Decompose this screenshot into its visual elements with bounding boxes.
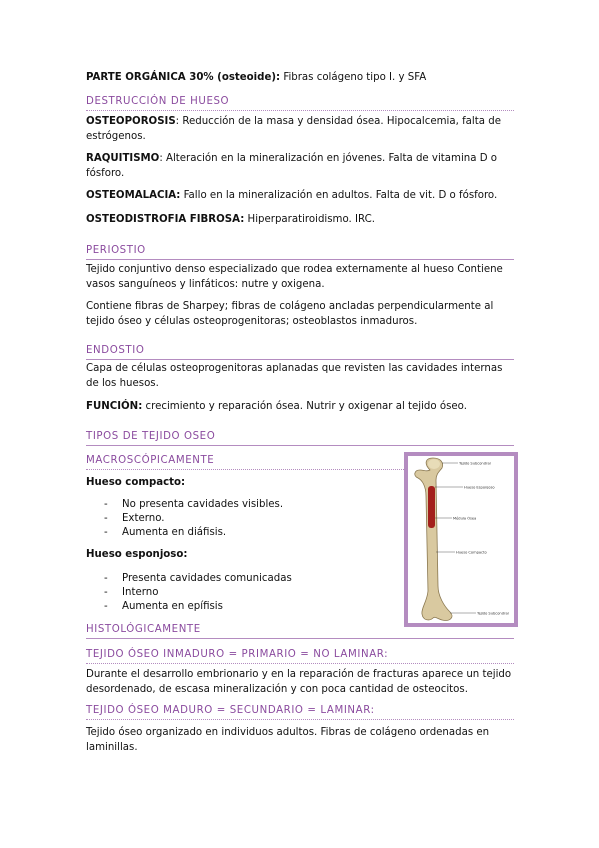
list-item-text: Externo. xyxy=(122,513,165,524)
list-item xyxy=(104,600,223,614)
hueso-compacto-title xyxy=(86,476,386,491)
section-heading-tipos: TIPOS DE TEJIDO OSEO xyxy=(86,431,514,446)
figure-label-medula: Médula Ósea xyxy=(453,516,477,521)
raquitismo-paragraph xyxy=(86,152,516,181)
osteomalacia-term: OSTEOMALACIA: xyxy=(86,190,181,201)
osteoporosis-term: OSTEOPOROSIS xyxy=(86,116,176,127)
funcion-term: FUNCIÓN: xyxy=(86,401,143,412)
periostio-paragraph-2: Contiene fibras de Sharpey; fibras de colágeno ancladas perpendicularmente al tejido óseo y células osteoprogenitoras; osteoblastos inmaduros. xyxy=(86,301,494,327)
periostio-paragraph-1: Tejido conjuntivo denso especializado que rodea externamente al hueso Contiene vasos sanguíneos y linfáticos: nutre y oxigena. xyxy=(86,264,503,290)
list-dash: - xyxy=(104,601,108,612)
list-item-text: No presenta cavidades visibles. xyxy=(122,499,284,510)
tejido-maduro-paragraph: Tejido óseo organizado en individuos adultos. Fibras de colágeno ordenadas en laminillas. xyxy=(86,727,490,753)
femur-svg xyxy=(408,456,514,623)
section-heading-destruccion: DESTRUCCIÓN DE HUESO xyxy=(86,96,514,111)
femur-bone-shape xyxy=(415,458,452,620)
list-item-text: Interno xyxy=(122,587,159,598)
osteodistrofia-text: Hiperparatiroidismo. IRC. xyxy=(244,214,375,225)
funcion-paragraph xyxy=(86,400,516,415)
femur-illustration xyxy=(404,452,518,627)
list-item xyxy=(104,572,292,586)
hueso-esponjoso-title xyxy=(86,548,386,563)
figure-label-esponjoso: Hueso Esponjoso xyxy=(464,485,495,490)
parte-organica-term: PARTE ORGÁNICA 30% (osteoide): xyxy=(86,72,281,83)
endostio-paragraph: Capa de células osteoprogenitoras aplanadas que revisten las cavidades internas de los huesos. xyxy=(86,363,503,389)
figure-label-subcondral-bottom: Tejido Subcondral xyxy=(477,611,509,616)
parte-organica-line xyxy=(86,71,516,86)
hueso-compacto-term: Hueso compacto: xyxy=(86,477,186,488)
subheading-histologicamente: HISTOLÓGICAMENTE xyxy=(86,624,514,639)
list-item xyxy=(104,526,226,540)
osteodistrofia-paragraph xyxy=(86,213,516,228)
funcion-text: crecimiento y reparación ósea. Nutrir y oxigenar al tejido óseo. xyxy=(142,401,467,412)
femoral-head xyxy=(428,459,440,469)
list-item xyxy=(104,512,165,526)
figure-label-subcondral-top: Tejido Subcondral xyxy=(459,461,491,466)
marrow-region xyxy=(428,486,435,528)
raquitismo-term: RAQUITISMO xyxy=(86,153,160,164)
list-dash: - xyxy=(104,527,108,538)
section-heading-endostio: ENDOSTIO xyxy=(86,345,514,360)
list-dash: - xyxy=(104,513,108,524)
list-item-text: Aumenta en epífisis xyxy=(122,601,223,612)
osteomalacia-paragraph xyxy=(86,189,516,204)
list-dash: - xyxy=(104,587,108,598)
osteoporosis-paragraph xyxy=(86,115,516,144)
tejido-inmaduro-paragraph: Durante el desarrollo embrionario y en la reparación de fracturas aparece un tejido desordenado, de escasa mineralización y con poca cantidad de osteocitos. xyxy=(86,669,512,695)
subheading-macroscopicamente: MACROSCÓPICAMENTE xyxy=(86,455,404,470)
list-item xyxy=(104,586,158,600)
list-dash: - xyxy=(104,499,108,510)
list-dash: - xyxy=(104,573,108,584)
section-heading-periostio: PERIOSTIO xyxy=(86,245,514,260)
figure-label-compacto: Hueso Compacto xyxy=(456,550,487,555)
hueso-esponjoso-term: Hueso esponjoso: xyxy=(86,549,188,560)
list-item-text: Aumenta en diáfisis. xyxy=(122,527,227,538)
osteomalacia-text: Fallo en la mineralización en adultos. Falta de vit. D o fósforo. xyxy=(180,190,498,201)
subheading-tejido-maduro: TEJIDO ÓSEO MADURO = SECUNDARIO = LAMINAR: xyxy=(86,705,514,720)
osteoporosis-text: : Reducción de la masa y densidad ósea. Hipocalcemia, falta de estrógenos. xyxy=(86,116,501,142)
list-item xyxy=(104,498,283,512)
osteodistrofia-term: OSTEODISTROFIA FIBROSA: xyxy=(86,214,245,225)
list-item-text: Presenta cavidades comunicadas xyxy=(122,573,292,584)
parte-organica-text: Fibras colágeno tipo I. y SFA xyxy=(280,72,427,83)
raquitismo-text: : Alteración en la mineralización en jóvenes. Falta de vitamina D o fósforo. xyxy=(86,153,498,179)
subheading-tejido-inmaduro: TEJIDO ÓSEO INMADURO = PRIMARIO = NO LAMINAR: xyxy=(86,649,514,664)
